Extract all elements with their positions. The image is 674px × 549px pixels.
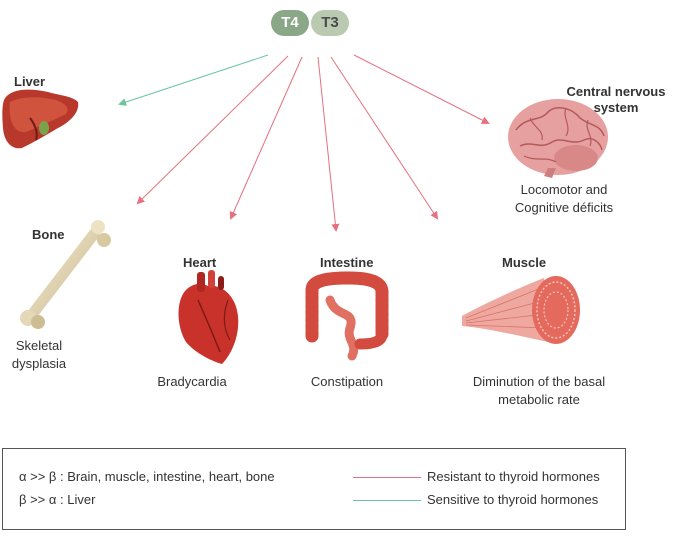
cns-caption	[496, 181, 632, 217]
arrow-to-heart	[231, 57, 302, 218]
bone-title: Bone	[32, 227, 65, 242]
heart-title: Heart	[183, 255, 217, 270]
legend-beta-text: β >> α : Liver	[19, 492, 96, 507]
bone-caption-line2: dysplasia	[11, 356, 67, 371]
muscle-illustration	[462, 276, 580, 344]
arrow-to-intestine	[318, 57, 336, 230]
arrow-to-liver	[120, 55, 268, 104]
legend-box	[2, 448, 626, 530]
arrow-to-bone	[138, 56, 288, 203]
legend-alpha-text: α >> β : Brain, muscle, intestine, heart, bone	[19, 469, 275, 484]
intestine-illustration	[312, 278, 382, 356]
muscle-caption	[458, 373, 620, 409]
legend-sensitive-text: Sensitive to thyroid hormones	[427, 492, 599, 507]
muscle-caption-line2: metabolic rate	[498, 392, 580, 407]
cns-title-line2: system	[593, 100, 639, 115]
bone-caption-line1: Skeletal	[15, 338, 63, 353]
cns-title-line1: Central nervous	[566, 84, 666, 99]
arrow-to-cns	[354, 55, 488, 123]
legend-resistant-text: Resistant to thyroid hormones	[427, 469, 600, 484]
intestine-caption: Constipation	[310, 374, 384, 389]
cns-title	[556, 84, 674, 116]
cns-caption-line2: Cognitive déficits	[514, 200, 614, 215]
muscle-caption-line1: Diminution of the basal	[472, 374, 606, 389]
t4-badge: T4	[271, 10, 309, 36]
cns-caption-line1: Locomotor and	[520, 182, 608, 197]
heart-caption: Bradycardia	[157, 374, 227, 389]
t3-badge: T3	[311, 10, 349, 36]
bone-caption	[0, 337, 78, 373]
legend-resistant-line	[353, 477, 421, 478]
heart-illustration	[179, 270, 239, 364]
muscle-title: Muscle	[502, 255, 547, 270]
arrow-to-muscle	[331, 57, 437, 218]
liver-title: Liver	[14, 74, 46, 89]
legend-sensitive-line	[353, 500, 421, 501]
liver-illustration	[2, 90, 78, 149]
intestine-title: Intestine	[320, 255, 374, 270]
